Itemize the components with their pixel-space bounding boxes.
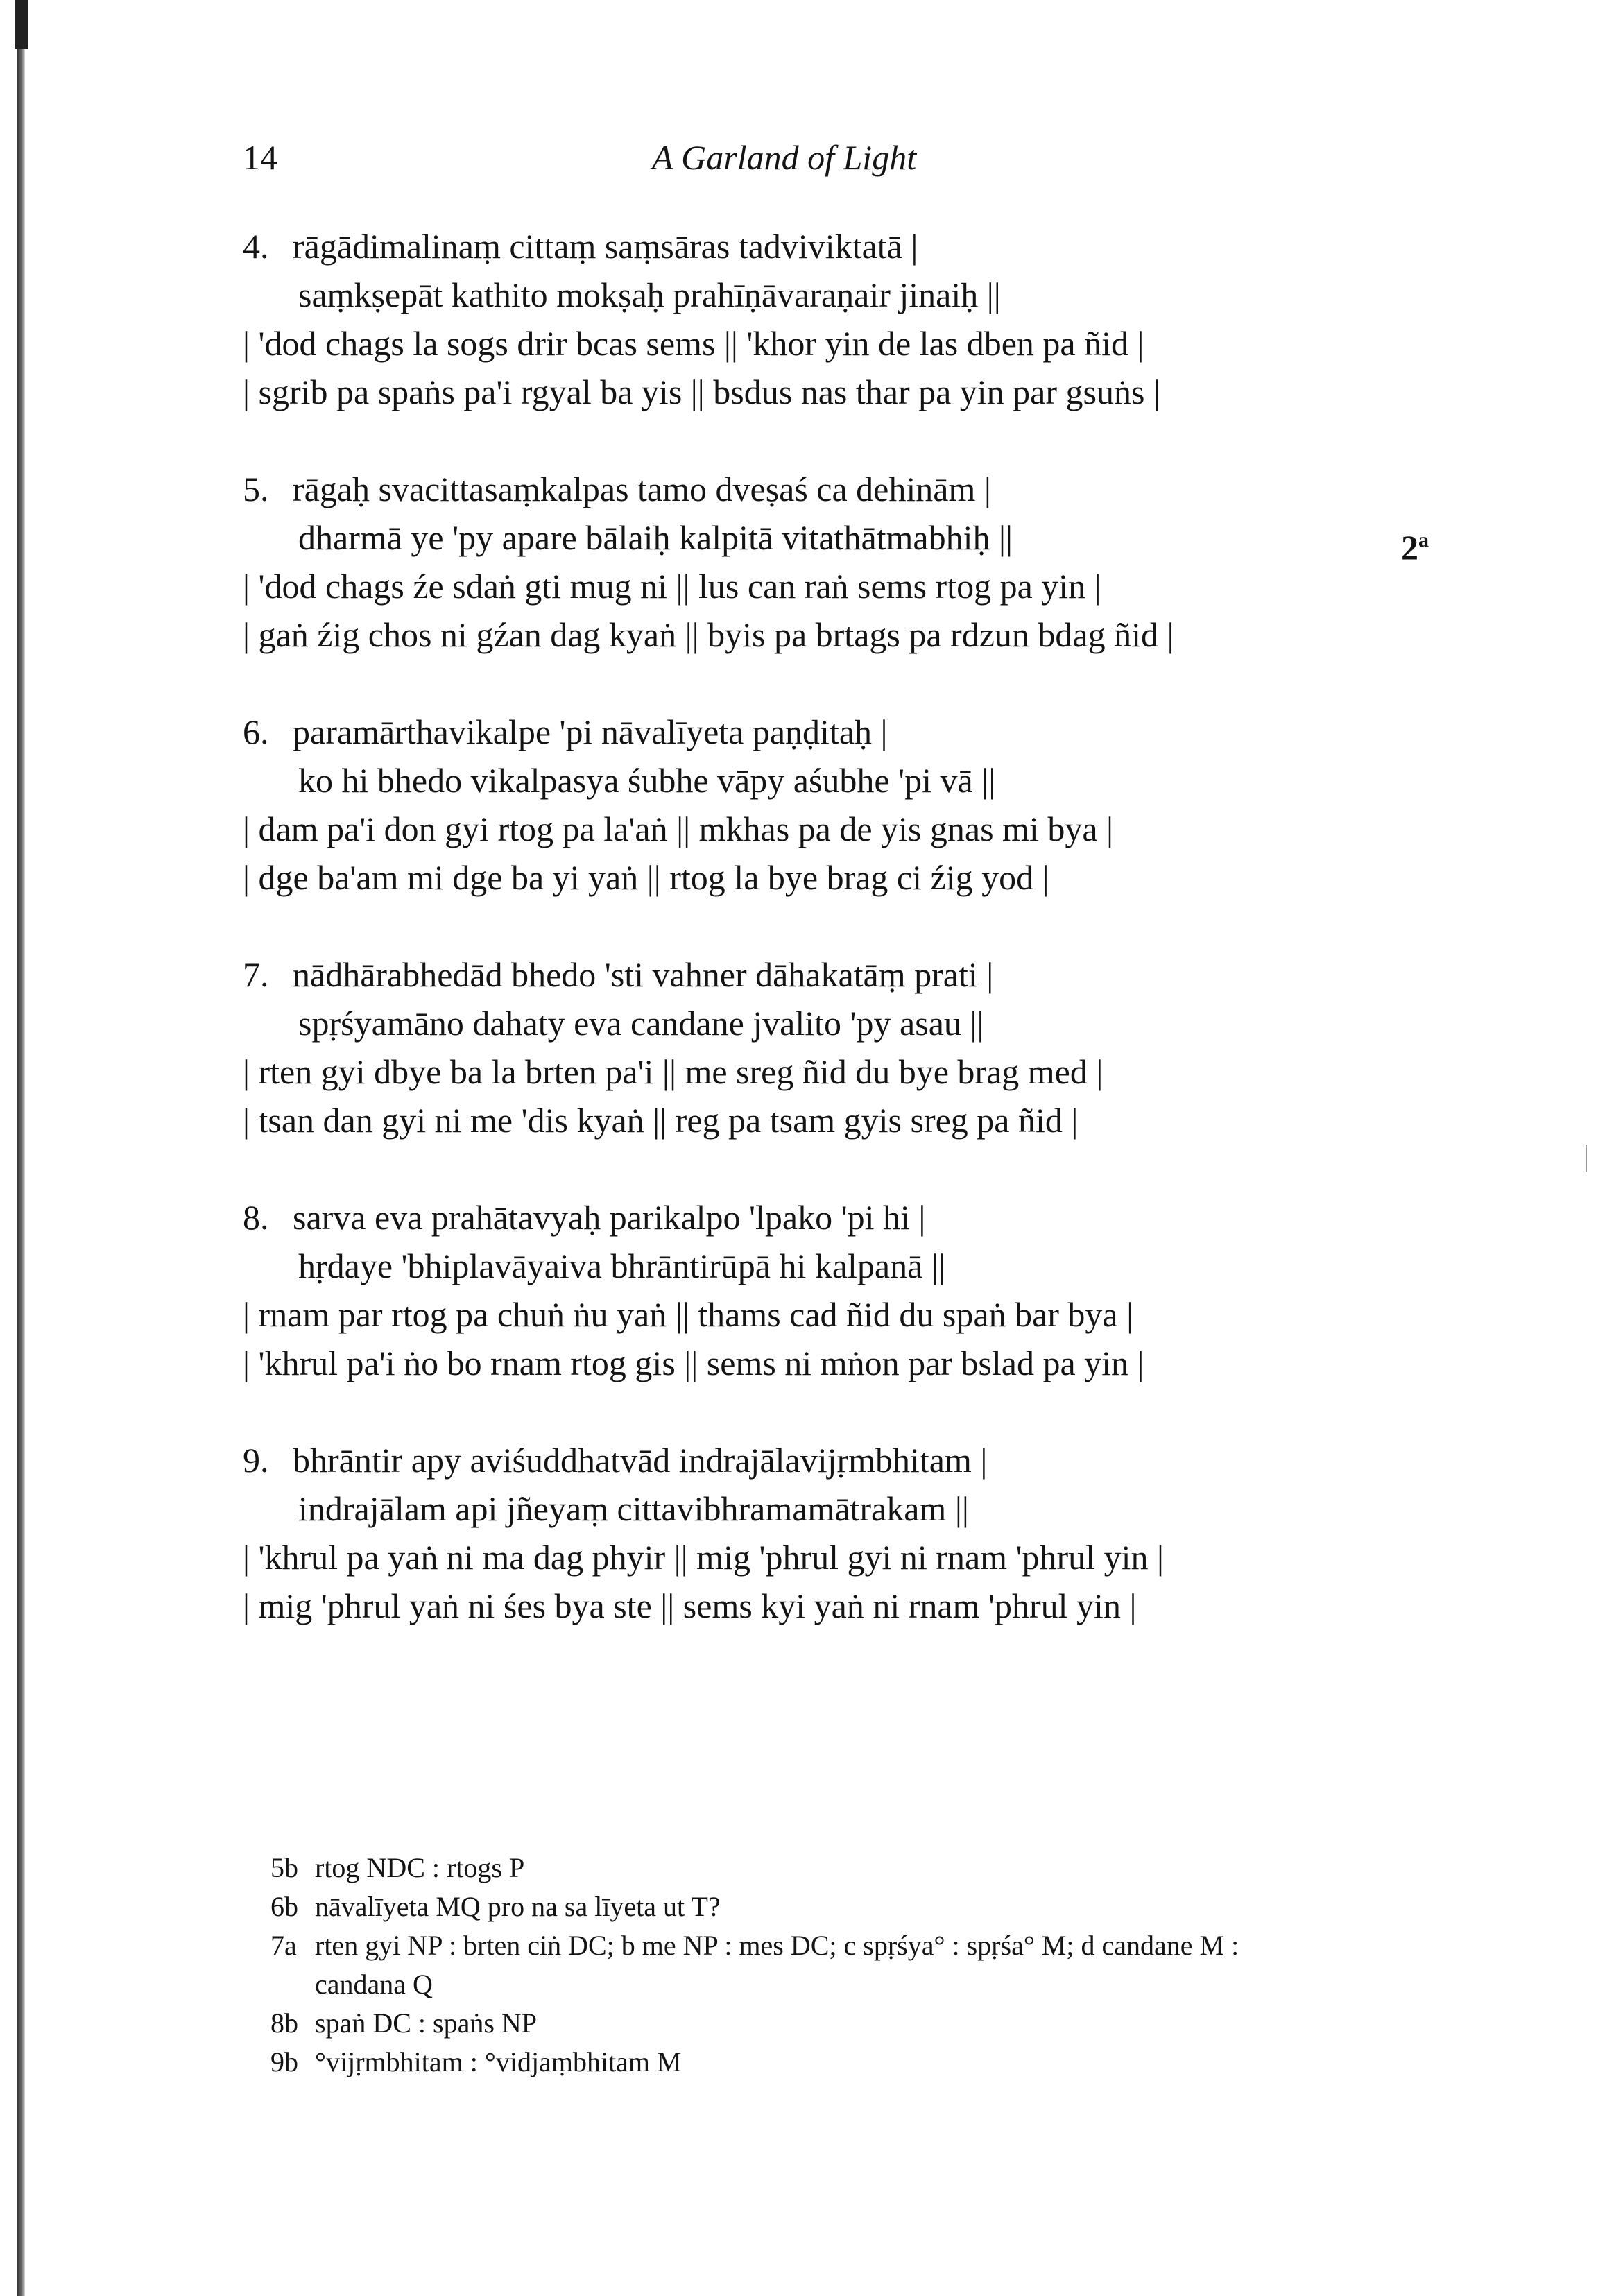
tibetan-line-b: | mig 'phrul yaṅ ni śes bya ste || sems kyi yaṅ ni rnam 'phrul yin |	[243, 1586, 1137, 1625]
verse-9	[243, 1436, 1436, 1630]
sanskrit-line-b: indrajālam api jñeyaṃ cittavibhramamātrakam ||	[298, 1489, 969, 1528]
verse-number: 7.	[243, 955, 269, 994]
scan-shadow-edge-top	[15, 0, 28, 49]
verse-number: 4.	[243, 227, 269, 266]
stray-scan-mark	[1586, 1145, 1587, 1172]
tibetan-line-b: | tsan dan gyi ni me 'dis kyaṅ || reg pa tsam gyis sreg pa ñid |	[243, 1101, 1079, 1140]
footnote-text: nāvalīyeta MQ pro na sa līyeta ut T?	[315, 1891, 721, 1922]
verse-number: 5.	[243, 470, 269, 508]
footnote-key: 7a	[270, 1930, 297, 1961]
tibetan-line-a: | rnam par rtog pa chuṅ ṅu yaṅ || thams cad ñid du spaṅ bar bya |	[243, 1295, 1134, 1334]
sanskrit-text: rāgādimalinaṃ cittaṃ saṃsāras tadviviktatā |	[293, 227, 918, 266]
footnote-text: rten gyi NP : brten ciṅ DC; b me NP : mes DC; c spṛśya° : spṛśa° M; d candane M :	[315, 1930, 1239, 1961]
sanskrit-line-b: spṛśyamāno dahaty eva candane jvalito 'py asau ||	[298, 1004, 984, 1043]
footnote-key: 6b	[270, 1891, 298, 1922]
sanskrit-text: sarva eva prahātavyaḥ parikalpo 'lpako 'pi hi |	[293, 1198, 926, 1237]
running-title: A Garland of Light	[652, 138, 917, 177]
sanskrit-line-a	[243, 222, 1436, 271]
footnote-continuation	[270, 1965, 1450, 2004]
footnote	[270, 1849, 1450, 1887]
footnote-text: spaṅ DC : spaṅs NP	[315, 2007, 538, 2039]
verse-6	[243, 708, 1436, 902]
tibetan-line-a: | rten gyi dbye ba la brten pa'i || me sreg ñid du bye brag med |	[243, 1052, 1104, 1091]
verse-8	[243, 1193, 1436, 1387]
footnote-key	[270, 1965, 315, 2004]
sanskrit-text: nādhārabhedād bhedo 'sti vahner dāhakatāṃ prati |	[293, 955, 994, 994]
tibetan-line-a: | 'dod chags la sogs drir bcas sems || 'khor yin de las dben pa ñid |	[243, 324, 1144, 363]
footnote	[270, 2043, 1450, 2082]
folio-side: a	[1418, 529, 1429, 551]
sanskrit-line-a	[243, 465, 1436, 513]
footnote-key: 9b	[270, 2046, 298, 2077]
footnotes	[270, 1849, 1450, 2082]
verse-number: 8.	[243, 1198, 269, 1237]
sanskrit-line-b: dharmā ye 'py apare bālaiḥ kalpitā vitathātmabhiḥ ||	[298, 518, 1013, 557]
verse-4	[243, 222, 1436, 416]
page-number: 14	[243, 138, 277, 177]
tibetan-line-b: | sgrib pa spaṅs pa'i rgyal ba yis || bsdus nas thar pa yin par gsuṅs |	[243, 372, 1160, 411]
sanskrit-text: paramārthavikalpe 'pi nāvalīyeta paṇḍitaḥ |	[293, 712, 888, 751]
sanskrit-line-a	[243, 708, 1436, 756]
verse-number: 6.	[243, 712, 269, 751]
sanskrit-text: bhrāntir apy aviśuddhatvād indrajālavijṛmbhitam |	[293, 1441, 988, 1480]
tibetan-line-b: | gaṅ źig chos ni gźan dag kyaṅ || byis pa brtags pa rdzun bdag ñid |	[243, 615, 1174, 654]
footnote-text: °vijṛmbhitam : °vidjaṃbhitam M	[315, 2046, 682, 2077]
footnote-text: candana Q	[315, 1969, 433, 2000]
sanskrit-line-a	[243, 1436, 1436, 1484]
footnote-text: rtog NDC : rtogs P	[315, 1852, 525, 1883]
sanskrit-line-b: ko hi bhedo vikalpasya śubhe vāpy aśubhe 'pi vā ||	[298, 761, 996, 800]
tibetan-line-a: | 'dod chags źe sdaṅ gti mug ni || lus can raṅ sems rtog pa yin |	[243, 567, 1101, 606]
sanskrit-line-b: saṃkṣepāt kathito mokṣaḥ prahīṇāvaraṇair jinaiḥ ||	[298, 275, 1001, 314]
sanskrit-line-b: hṛdaye 'bhiplavāyaiva bhrāntirūpā hi kalpanā ||	[298, 1246, 945, 1285]
footnote	[270, 2004, 1450, 2043]
sanskrit-line-a	[243, 950, 1436, 999]
footnote-key: 8b	[270, 2007, 298, 2039]
sanskrit-line-a	[243, 1193, 1436, 1242]
tibetan-line-a: | dam pa'i don gyi rtog pa la'aṅ || mkhas pa de yis gnas mi bya |	[243, 809, 1114, 848]
footnote-key: 5b	[270, 1852, 298, 1883]
footnote	[270, 1926, 1450, 1965]
footnote	[270, 1887, 1450, 1926]
sanskrit-text: rāgaḥ svacittasaṃkalpas tamo dveṣaś ca dehinām |	[293, 470, 991, 508]
tibetan-line-b: | dge ba'am mi dge ba yi yaṅ || rtog la bye brag ci źig yod |	[243, 858, 1049, 897]
tibetan-line-b: | 'khrul pa'i ṅo bo rnam rtog gis || sems ni mṅon par bslad pa yin |	[243, 1344, 1144, 1382]
folio-number: 2	[1401, 528, 1418, 567]
verse-7	[243, 950, 1436, 1145]
scan-shadow-edge	[17, 0, 25, 2296]
verse-number: 9.	[243, 1441, 269, 1480]
verse-5	[243, 465, 1436, 659]
tibetan-line-a: | 'khrul pa yaṅ ni ma dag phyir || mig 'phrul gyi ni rnam 'phrul yin |	[243, 1538, 1164, 1577]
